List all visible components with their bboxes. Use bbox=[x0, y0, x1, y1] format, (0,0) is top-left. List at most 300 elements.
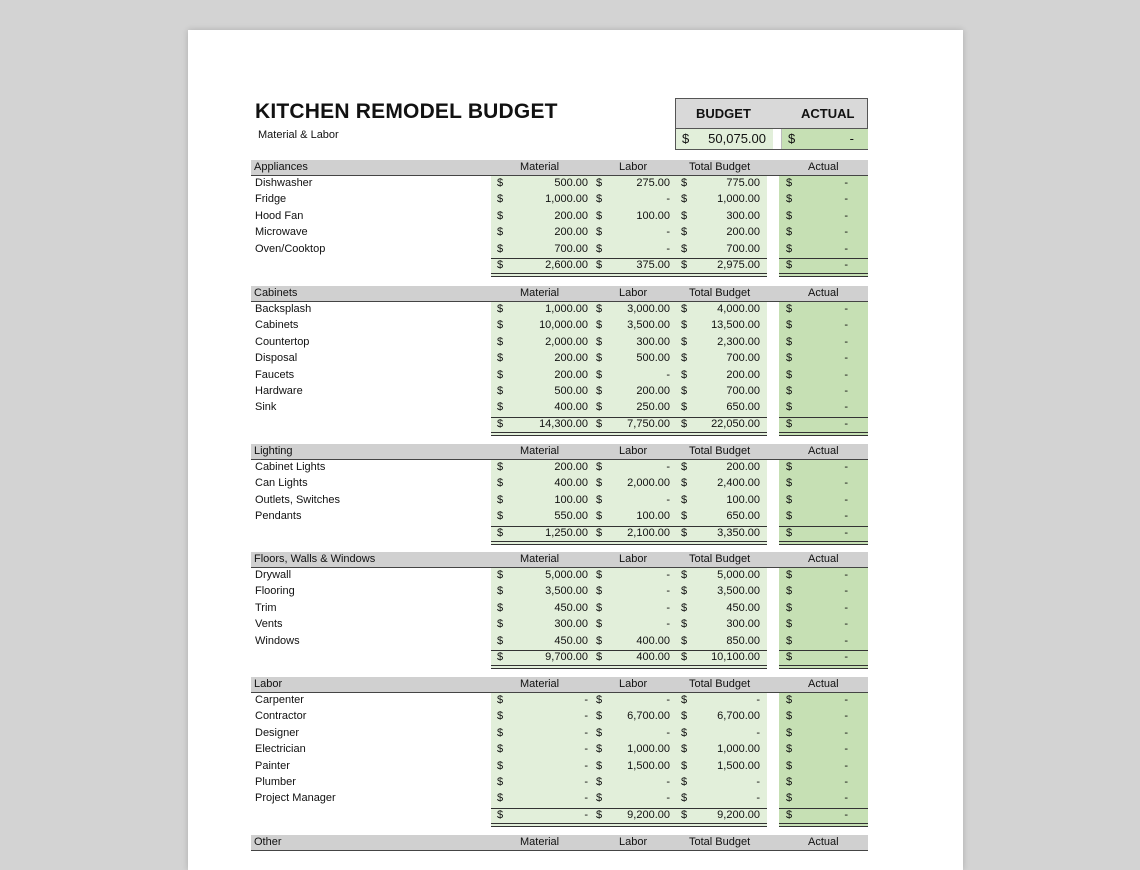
column-header-labor: Labor bbox=[619, 553, 648, 565]
labor-value[interactable]: - bbox=[666, 569, 670, 581]
currency-symbol: $ bbox=[596, 177, 603, 189]
currency-symbol: $ bbox=[596, 417, 603, 430]
actual-value[interactable]: - bbox=[844, 401, 848, 414]
table-row[interactable] bbox=[251, 617, 868, 633]
labor-value[interactable]: 400.00 bbox=[636, 651, 670, 663]
material-value[interactable]: - bbox=[584, 776, 588, 788]
actual-value[interactable]: - bbox=[844, 743, 848, 756]
currency-symbol: $ bbox=[497, 319, 504, 332]
currency-symbol: $ bbox=[786, 461, 793, 473]
material-value[interactable]: - bbox=[584, 808, 588, 821]
subtotal-double-rule bbox=[779, 823, 868, 827]
material-value[interactable]: 500.00 bbox=[554, 177, 588, 189]
column-header-labor: Labor bbox=[619, 445, 648, 457]
page-subtitle: Material & Labor bbox=[258, 129, 339, 141]
total-value[interactable]: 650.00 bbox=[726, 401, 760, 414]
currency-symbol: $ bbox=[786, 510, 793, 523]
subtotal-double-rule bbox=[779, 432, 868, 436]
total-value[interactable]: 1,000.00 bbox=[717, 743, 760, 756]
currency-symbol: $ bbox=[497, 651, 504, 663]
currency-symbol: $ bbox=[681, 259, 688, 271]
material-value[interactable]: 700.00 bbox=[554, 242, 588, 255]
currency-symbol: $ bbox=[497, 710, 504, 723]
total-value[interactable]: 10,100.00 bbox=[711, 651, 760, 663]
subtotal-rule bbox=[779, 417, 868, 418]
labor-value[interactable]: 2,100.00 bbox=[627, 526, 670, 539]
currency-symbol: $ bbox=[497, 401, 504, 414]
total-value[interactable]: 3,350.00 bbox=[717, 526, 760, 539]
table-row[interactable] bbox=[251, 775, 868, 791]
total-value[interactable]: 4,000.00 bbox=[717, 303, 760, 315]
currency-symbol: $ bbox=[497, 585, 504, 598]
currency-symbol: $ bbox=[596, 726, 603, 739]
labor-value[interactable]: 100.00 bbox=[636, 510, 670, 523]
currency-symbol: $ bbox=[497, 726, 504, 739]
column-header-labor: Labor bbox=[619, 836, 648, 848]
table-row[interactable] bbox=[251, 225, 868, 241]
currency-symbol: $ bbox=[596, 303, 603, 315]
currency-symbol: $ bbox=[497, 226, 504, 239]
material-value[interactable]: 400.00 bbox=[554, 401, 588, 414]
currency-symbol: $ bbox=[681, 526, 688, 539]
column-header-actual: Actual bbox=[808, 445, 839, 457]
currency-symbol: $ bbox=[681, 319, 688, 332]
subtotal-rule bbox=[491, 526, 767, 527]
currency-symbol: $ bbox=[786, 694, 793, 706]
labor-value[interactable]: - bbox=[666, 193, 670, 206]
currency-symbol: $ bbox=[681, 461, 688, 473]
actual-value[interactable]: - bbox=[844, 710, 848, 723]
table-row[interactable] bbox=[251, 318, 868, 334]
actual-value[interactable]: - bbox=[844, 259, 848, 271]
total-value[interactable]: 650.00 bbox=[726, 510, 760, 523]
table-row[interactable] bbox=[251, 509, 868, 525]
actual-value[interactable]: - bbox=[844, 634, 848, 647]
labor-value[interactable]: 200.00 bbox=[636, 385, 670, 397]
currency-symbol: $ bbox=[681, 759, 688, 772]
currency-symbol: $ bbox=[596, 759, 603, 772]
labor-value[interactable]: 375.00 bbox=[636, 259, 670, 271]
labor-value[interactable]: 275.00 bbox=[636, 177, 670, 189]
section-title: Lighting bbox=[254, 445, 293, 457]
material-value[interactable]: 500.00 bbox=[554, 385, 588, 397]
material-value[interactable]: 200.00 bbox=[554, 226, 588, 239]
currency-symbol: $ bbox=[497, 808, 504, 821]
subtotal-rule bbox=[491, 650, 767, 651]
currency-symbol: $ bbox=[596, 634, 603, 647]
currency-symbol: $ bbox=[497, 743, 504, 756]
currency-symbol: $ bbox=[681, 710, 688, 723]
currency-symbol: $ bbox=[681, 385, 688, 397]
currency-symbol: $ bbox=[786, 177, 793, 189]
material-value[interactable]: - bbox=[584, 710, 588, 723]
currency-symbol: $ bbox=[786, 477, 793, 490]
labor-value[interactable]: - bbox=[666, 226, 670, 239]
currency-symbol: $ bbox=[786, 726, 793, 739]
table-row[interactable] bbox=[251, 584, 868, 600]
total-value[interactable]: 3,500.00 bbox=[717, 585, 760, 598]
section-header bbox=[251, 160, 868, 176]
currency-symbol: $ bbox=[596, 776, 603, 788]
actual-value[interactable]: - bbox=[844, 726, 848, 739]
labor-value[interactable]: - bbox=[666, 726, 670, 739]
actual-value[interactable]: - bbox=[844, 510, 848, 523]
currency-symbol: $ bbox=[596, 510, 603, 523]
table-row[interactable] bbox=[251, 568, 868, 584]
material-value[interactable]: 300.00 bbox=[554, 618, 588, 631]
item-name: Electrician bbox=[255, 743, 306, 756]
subtotal-rule bbox=[491, 417, 767, 418]
currency-symbol: $ bbox=[786, 303, 793, 315]
actual-value[interactable]: - bbox=[844, 808, 848, 821]
material-value[interactable]: 2,600.00 bbox=[545, 259, 588, 271]
total-value[interactable]: 300.00 bbox=[726, 209, 760, 222]
labor-value[interactable]: 9,200.00 bbox=[627, 808, 670, 821]
labor-value[interactable]: 3,500.00 bbox=[627, 319, 670, 332]
currency-symbol: $ bbox=[497, 792, 504, 805]
item-name: Windows bbox=[255, 634, 300, 647]
item-name: Designer bbox=[255, 726, 300, 739]
actual-value[interactable]: - bbox=[844, 694, 848, 706]
labor-value[interactable]: 100.00 bbox=[636, 209, 670, 222]
budget-total-cell[interactable] bbox=[676, 129, 773, 149]
item-name: Flooring bbox=[255, 585, 295, 598]
table-row[interactable] bbox=[251, 726, 868, 742]
subtotal-rule bbox=[779, 808, 868, 809]
table-row[interactable] bbox=[251, 176, 868, 192]
item-name: Disposal bbox=[255, 352, 298, 365]
item-name: Backsplash bbox=[255, 303, 312, 315]
total-value[interactable]: 700.00 bbox=[726, 242, 760, 255]
currency-symbol: $ bbox=[786, 601, 793, 614]
material-value[interactable]: 1,000.00 bbox=[545, 303, 588, 315]
total-value[interactable]: 850.00 bbox=[726, 634, 760, 647]
table-row[interactable] bbox=[251, 351, 868, 367]
column-header-material: Material bbox=[520, 553, 560, 565]
currency-symbol: $ bbox=[497, 569, 504, 581]
actual-value[interactable]: - bbox=[844, 385, 848, 397]
labor-value[interactable]: 250.00 bbox=[636, 401, 670, 414]
total-value[interactable]: - bbox=[756, 726, 760, 739]
subtotal-double-rule bbox=[779, 665, 868, 669]
item-name: Painter bbox=[255, 759, 290, 772]
labor-value[interactable]: 6,700.00 bbox=[627, 710, 670, 723]
labor-value[interactable]: 1,500.00 bbox=[627, 759, 670, 772]
material-value[interactable]: 200.00 bbox=[554, 352, 588, 365]
currency-symbol: $ bbox=[596, 242, 603, 255]
column-header-total: Total Budget bbox=[689, 678, 751, 690]
column-header-actual: Actual bbox=[808, 553, 839, 565]
currency-symbol: $ bbox=[596, 335, 603, 348]
labor-value[interactable]: - bbox=[666, 618, 670, 631]
total-value[interactable]: 6,700.00 bbox=[717, 710, 760, 723]
currency-symbol: $ bbox=[786, 319, 793, 332]
actual-value[interactable]: - bbox=[844, 618, 848, 631]
total-value[interactable]: 5,000.00 bbox=[717, 569, 760, 581]
item-name: Fridge bbox=[255, 193, 287, 206]
table-row[interactable] bbox=[251, 759, 868, 775]
total-value[interactable]: - bbox=[756, 792, 760, 805]
item-name: Oven/Cooktop bbox=[255, 242, 326, 255]
labor-value[interactable]: - bbox=[666, 493, 670, 506]
subtotal-double-rule bbox=[491, 823, 767, 827]
item-name: Sink bbox=[255, 401, 277, 414]
actual-value[interactable]: - bbox=[844, 493, 848, 506]
column-header-material: Material bbox=[520, 678, 560, 690]
table-row[interactable] bbox=[251, 368, 868, 384]
labor-value[interactable]: - bbox=[666, 461, 670, 473]
currency-symbol: $ bbox=[681, 193, 688, 206]
total-value[interactable]: 200.00 bbox=[726, 461, 760, 473]
material-value[interactable]: 5,000.00 bbox=[545, 569, 588, 581]
labor-value[interactable]: 1,000.00 bbox=[627, 743, 670, 756]
total-value[interactable]: 200.00 bbox=[726, 368, 760, 381]
labor-value[interactable]: - bbox=[666, 585, 670, 598]
column-header-total: Total Budget bbox=[689, 445, 751, 457]
material-value[interactable]: 200.00 bbox=[554, 209, 588, 222]
currency-symbol: $ bbox=[497, 493, 504, 506]
actual-value[interactable]: - bbox=[844, 319, 848, 332]
labor-value[interactable]: 7,750.00 bbox=[627, 417, 670, 430]
total-value[interactable]: 13,500.00 bbox=[711, 319, 760, 332]
total-row bbox=[251, 417, 868, 433]
material-value[interactable]: 450.00 bbox=[554, 601, 588, 614]
currency-symbol: $ bbox=[681, 242, 688, 255]
currency-symbol: $ bbox=[681, 335, 688, 348]
section-title: Floors, Walls & Windows bbox=[254, 553, 376, 565]
material-value[interactable]: 1,000.00 bbox=[545, 193, 588, 206]
actual-value[interactable]: - bbox=[844, 461, 848, 473]
material-value[interactable]: 450.00 bbox=[554, 634, 588, 647]
table-row[interactable] bbox=[251, 601, 868, 617]
actual-value[interactable]: - bbox=[844, 477, 848, 490]
actual-value[interactable]: - bbox=[844, 303, 848, 315]
column-header-total: Total Budget bbox=[689, 287, 751, 299]
currency-symbol: $ bbox=[786, 209, 793, 222]
currency-symbol: $ bbox=[786, 569, 793, 581]
actual-value[interactable]: - bbox=[844, 526, 848, 539]
currency-symbol: $ bbox=[681, 401, 688, 414]
actual-value[interactable]: - bbox=[844, 193, 848, 206]
labor-value[interactable]: 400.00 bbox=[636, 634, 670, 647]
column-header-total: Total Budget bbox=[689, 161, 751, 173]
total-row bbox=[251, 258, 868, 274]
budget-total-value: 50,075.00 bbox=[708, 131, 766, 146]
total-value[interactable]: 2,300.00 bbox=[717, 335, 760, 348]
table-row[interactable] bbox=[251, 634, 868, 650]
currency-symbol: $ bbox=[681, 477, 688, 490]
table-row[interactable] bbox=[251, 476, 868, 492]
labor-value[interactable]: - bbox=[666, 776, 670, 788]
currency-symbol: $ bbox=[681, 726, 688, 739]
material-value[interactable]: 10,000.00 bbox=[539, 319, 588, 332]
currency-symbol: $ bbox=[682, 131, 690, 146]
currency-symbol: $ bbox=[681, 651, 688, 663]
table-row[interactable] bbox=[251, 791, 868, 807]
table-row[interactable] bbox=[251, 384, 868, 400]
table-row[interactable] bbox=[251, 209, 868, 225]
subtotal-double-rule bbox=[491, 432, 767, 436]
currency-symbol: $ bbox=[497, 259, 504, 271]
actual-value[interactable]: - bbox=[844, 368, 848, 381]
currency-symbol: $ bbox=[786, 776, 793, 788]
currency-symbol: $ bbox=[786, 710, 793, 723]
actual-value[interactable]: - bbox=[844, 651, 848, 663]
material-value[interactable]: 200.00 bbox=[554, 461, 588, 473]
currency-symbol: $ bbox=[786, 335, 793, 348]
material-value[interactable]: - bbox=[584, 743, 588, 756]
total-value[interactable]: 2,400.00 bbox=[717, 477, 760, 490]
total-value[interactable]: 200.00 bbox=[726, 226, 760, 239]
currency-symbol: $ bbox=[596, 618, 603, 631]
total-value[interactable]: - bbox=[756, 776, 760, 788]
material-value[interactable]: 1,250.00 bbox=[545, 526, 588, 539]
labor-value[interactable]: - bbox=[666, 368, 670, 381]
section-header bbox=[251, 835, 868, 851]
material-value[interactable]: - bbox=[584, 726, 588, 739]
currency-symbol: $ bbox=[786, 743, 793, 756]
currency-symbol: $ bbox=[681, 226, 688, 239]
subtotal-rule bbox=[491, 258, 767, 259]
actual-value[interactable]: - bbox=[844, 792, 848, 805]
table-row[interactable] bbox=[251, 192, 868, 208]
labor-value[interactable]: 500.00 bbox=[636, 352, 670, 365]
total-value[interactable]: 2,975.00 bbox=[717, 259, 760, 271]
currency-symbol: $ bbox=[786, 368, 793, 381]
currency-symbol: $ bbox=[497, 209, 504, 222]
currency-symbol: $ bbox=[596, 352, 603, 365]
currency-symbol: $ bbox=[596, 526, 603, 539]
material-value[interactable]: 100.00 bbox=[554, 493, 588, 506]
currency-symbol: $ bbox=[596, 319, 603, 332]
labor-value[interactable]: - bbox=[666, 242, 670, 255]
total-value[interactable]: 775.00 bbox=[726, 177, 760, 189]
labor-value[interactable]: - bbox=[666, 792, 670, 805]
currency-symbol: $ bbox=[596, 259, 603, 271]
material-value[interactable]: 3,500.00 bbox=[545, 585, 588, 598]
actual-value[interactable]: - bbox=[844, 226, 848, 239]
table-row[interactable] bbox=[251, 709, 868, 725]
section-header bbox=[251, 677, 868, 693]
item-name: Faucets bbox=[255, 368, 295, 381]
actual-total-value: - bbox=[849, 131, 854, 146]
total-value[interactable]: 22,050.00 bbox=[711, 417, 760, 430]
total-value[interactable]: 1,000.00 bbox=[717, 193, 760, 206]
budget-summary-box bbox=[675, 98, 868, 150]
item-name: Cabinets bbox=[255, 319, 299, 332]
item-name: Plumber bbox=[255, 776, 296, 788]
currency-symbol: $ bbox=[497, 461, 504, 473]
currency-symbol: $ bbox=[681, 792, 688, 805]
actual-value[interactable]: - bbox=[844, 352, 848, 365]
table-row[interactable] bbox=[251, 335, 868, 351]
actual-value[interactable]: - bbox=[844, 569, 848, 581]
currency-symbol: $ bbox=[497, 303, 504, 315]
currency-symbol: $ bbox=[681, 618, 688, 631]
currency-symbol: $ bbox=[497, 385, 504, 397]
actual-value[interactable]: - bbox=[844, 209, 848, 222]
actual-value[interactable]: - bbox=[844, 417, 848, 430]
table-row[interactable] bbox=[251, 742, 868, 758]
material-value[interactable]: - bbox=[584, 792, 588, 805]
item-name: Pendants bbox=[255, 510, 302, 523]
material-value[interactable]: 400.00 bbox=[554, 477, 588, 490]
table-row[interactable] bbox=[251, 493, 868, 509]
table-row[interactable] bbox=[251, 460, 868, 476]
currency-symbol: $ bbox=[786, 242, 793, 255]
labor-value[interactable]: - bbox=[666, 694, 670, 706]
actual-total-cell[interactable] bbox=[781, 129, 868, 149]
subtotal-rule bbox=[779, 258, 868, 259]
column-header-material: Material bbox=[520, 445, 560, 457]
total-value[interactable]: 9,200.00 bbox=[717, 808, 760, 821]
actual-value[interactable]: - bbox=[844, 585, 848, 598]
currency-symbol: $ bbox=[596, 493, 603, 506]
currency-symbol: $ bbox=[497, 477, 504, 490]
total-value[interactable]: 100.00 bbox=[726, 493, 760, 506]
currency-symbol: $ bbox=[786, 352, 793, 365]
actual-value[interactable]: - bbox=[844, 601, 848, 614]
total-value[interactable]: 700.00 bbox=[726, 385, 760, 397]
total-value[interactable]: 300.00 bbox=[726, 618, 760, 631]
subtotal-rule bbox=[491, 808, 767, 809]
currency-symbol: $ bbox=[681, 569, 688, 581]
actual-value[interactable]: - bbox=[844, 776, 848, 788]
material-value[interactable]: - bbox=[584, 759, 588, 772]
total-value[interactable]: 700.00 bbox=[726, 352, 760, 365]
actual-value[interactable]: - bbox=[844, 335, 848, 348]
actual-value[interactable]: - bbox=[844, 759, 848, 772]
labor-value[interactable]: 3,000.00 bbox=[627, 303, 670, 315]
subtotal-rule bbox=[779, 650, 868, 651]
currency-symbol: $ bbox=[786, 417, 793, 430]
actual-value[interactable]: - bbox=[844, 177, 848, 189]
total-value[interactable]: 450.00 bbox=[726, 601, 760, 614]
material-value[interactable]: - bbox=[584, 694, 588, 706]
section-header bbox=[251, 286, 868, 302]
currency-symbol: $ bbox=[497, 618, 504, 631]
material-value[interactable]: 9,700.00 bbox=[545, 651, 588, 663]
section-title: Cabinets bbox=[254, 287, 298, 299]
column-header-material: Material bbox=[520, 161, 560, 173]
material-value[interactable]: 200.00 bbox=[554, 368, 588, 381]
labor-value[interactable]: 2,000.00 bbox=[627, 477, 670, 490]
labor-value[interactable]: 300.00 bbox=[636, 335, 670, 348]
actual-label: ACTUAL bbox=[801, 106, 855, 121]
currency-symbol: $ bbox=[681, 352, 688, 365]
currency-symbol: $ bbox=[596, 477, 603, 490]
currency-symbol: $ bbox=[596, 385, 603, 397]
currency-symbol: $ bbox=[596, 601, 603, 614]
table-row[interactable] bbox=[251, 242, 868, 258]
labor-value[interactable]: - bbox=[666, 601, 670, 614]
material-value[interactable]: 2,000.00 bbox=[545, 335, 588, 348]
table-row[interactable] bbox=[251, 302, 868, 318]
material-value[interactable]: 14,300.00 bbox=[539, 417, 588, 430]
currency-symbol: $ bbox=[681, 776, 688, 788]
currency-symbol: $ bbox=[497, 526, 504, 539]
total-value[interactable]: 1,500.00 bbox=[717, 759, 760, 772]
table-row[interactable] bbox=[251, 693, 868, 709]
currency-symbol: $ bbox=[596, 585, 603, 598]
actual-value[interactable]: - bbox=[844, 242, 848, 255]
table-row[interactable] bbox=[251, 400, 868, 416]
material-value[interactable]: 550.00 bbox=[554, 510, 588, 523]
currency-symbol: $ bbox=[786, 226, 793, 239]
currency-symbol: $ bbox=[596, 743, 603, 756]
total-row bbox=[251, 650, 868, 666]
total-value[interactable]: - bbox=[756, 694, 760, 706]
